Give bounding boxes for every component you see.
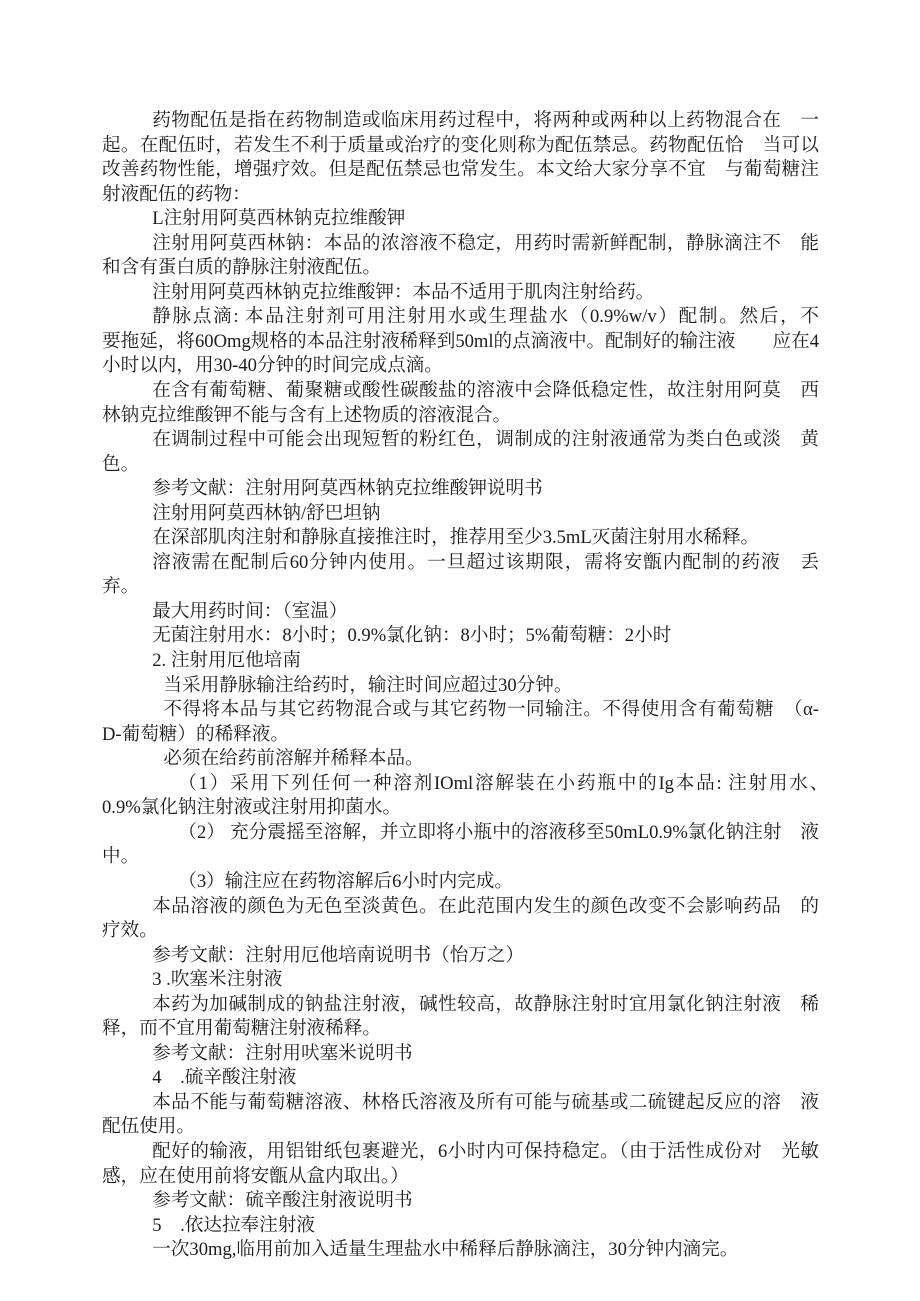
paragraph: 在深部肌肉注射和静脉直接推注时，推荐用至少3.5mL灭菌注射用水稀释。 [152, 527, 760, 549]
paragraph: 参考文献：注射用吠塞米说明书 [152, 1042, 413, 1064]
paragraph: 最大用药时间：（室温） [152, 600, 348, 622]
paragraph: 参考文献：注射用厄他培南说明书（怡万之） [152, 944, 525, 966]
paragraph: 溶液需在配制后60分钟内使用。一旦超过该期限，需将安甑内配制的药液 丢弃。 [102, 551, 819, 598]
paragraph: 在调制过程中可能会出现短暂的粉红色，调制成的注射液通常为类白色或淡 黄色。 [102, 429, 819, 475]
paragraph: 注射用阿莫西林钠克拉维酸钾：本品不适用于肌肉注射给药。 [152, 281, 655, 303]
document-body [102, 109, 857, 1263]
paragraph: 药物配伍是指在药物制造或临床用药过程中，将两种或两种以上药物混合在 一起。在配伍时，若发生不利于质量或治疗的变化则称为配伍禁忌。药物配伍恰 当可以改善药物性能，增强疗效。但是配伍禁忌也常发生。本文给大家分享不宜 与葡萄糖注射液配伍的药物： [102, 110, 819, 205]
paragraph: 注射用阿莫西林钠/舒巴坦钠 [152, 502, 381, 524]
paragraph: （2） 充分震摇至溶解，并立即将小瓶中的溶液移至50mL0.9%氯化钠注射 液中。 [102, 821, 819, 868]
paragraph: 一次30mg,临用前加入适量生理盐水中稀释后静脉滴注，30分钟内滴完。 [152, 1239, 739, 1261]
paragraph: 在含有葡萄糖、葡聚糖或酸性碳酸盐的溶液中会降低稳定性，故注射用阿莫 西林钠克拉维酸钾不能与含有上述物质的溶液混合。 [102, 380, 819, 426]
paragraph: 3 .吹塞米注射液 [152, 969, 283, 991]
paragraph: 4 .硫辛酸注射液 [152, 1067, 297, 1089]
paragraph: 2. 注射用厄他培南 [152, 650, 301, 672]
paragraph: 参考文献：注射用阿莫西林钠克拉维酸钾说明书 [152, 478, 543, 500]
paragraph: 5 .依达拉奉注射液 [152, 1214, 315, 1236]
paragraph: 静脉点滴: 本品注射剂可用注射用水或生理盐水（0.9%w/v）配制。然后，不 要拖延，将60Omg规格的本品注射液稀释到50ml的点滴液中。配制好的输注液 应在4小时以内，用30-40分钟的时间完成点滴。 [102, 306, 857, 377]
paragraph: 配好的输液，用铝钳纸包裹避光，6小时内可保持稳定。（由于活性成份对 光敏感，应在使用前将安甑从盒内取出。） [102, 1140, 819, 1187]
paragraph: 本品溶液的颜色为无色至淡黄色。在此范围内发生的颜色改变不会影响药品 的疗效。 [102, 895, 819, 942]
paragraph: 参考文献：硫辛酸注射液说明书 [152, 1190, 413, 1212]
paragraph: （3）输注应在药物溶解后6小时内完成。 [178, 870, 513, 892]
paragraph: 当采用静脉输注给药时，输注时间应超过30分钟。 [163, 674, 573, 696]
paragraph: 注射用阿莫西林钠：本品的浓溶液不稳定，用药时需新鲜配制，静脉滴注不 能和含有蛋白质的静脉注射液配伍。 [102, 232, 819, 279]
paragraph: 无菌注射用水：8小时；0.9%氯化钠：8小时；5%葡萄糖：2小时 [152, 625, 672, 647]
paragraph: 本药为加碱制成的钠盐注射液，碱性较高，故静脉注射时宜用氯化钠注射液 稀释，而不宜用葡萄糖注射液稀释。 [102, 993, 819, 1040]
paragraph: 不得将本品与其它药物混合或与其它药物一同输注。不得使用含有葡萄糖 （α-D-葡萄糖）的稀释液。 [102, 699, 819, 745]
paragraph: 本品不能与葡萄糖溶液、林格氏溶液及所有可能与硫基或二硫键起反应的溶 液配伍使用。 [102, 1091, 819, 1138]
paragraph: L注射用阿莫西林钠克拉维酸钾 [152, 208, 406, 230]
paragraph: （1）采用下列任何一种溶剂IOml溶解装在小药瓶中的Ig本品: 注射用水、 0.9%氯化钠注射液或注射用抑菌水。 [102, 772, 838, 819]
paragraph: 必须在给药前溶解并稀释本品。 [163, 748, 424, 770]
